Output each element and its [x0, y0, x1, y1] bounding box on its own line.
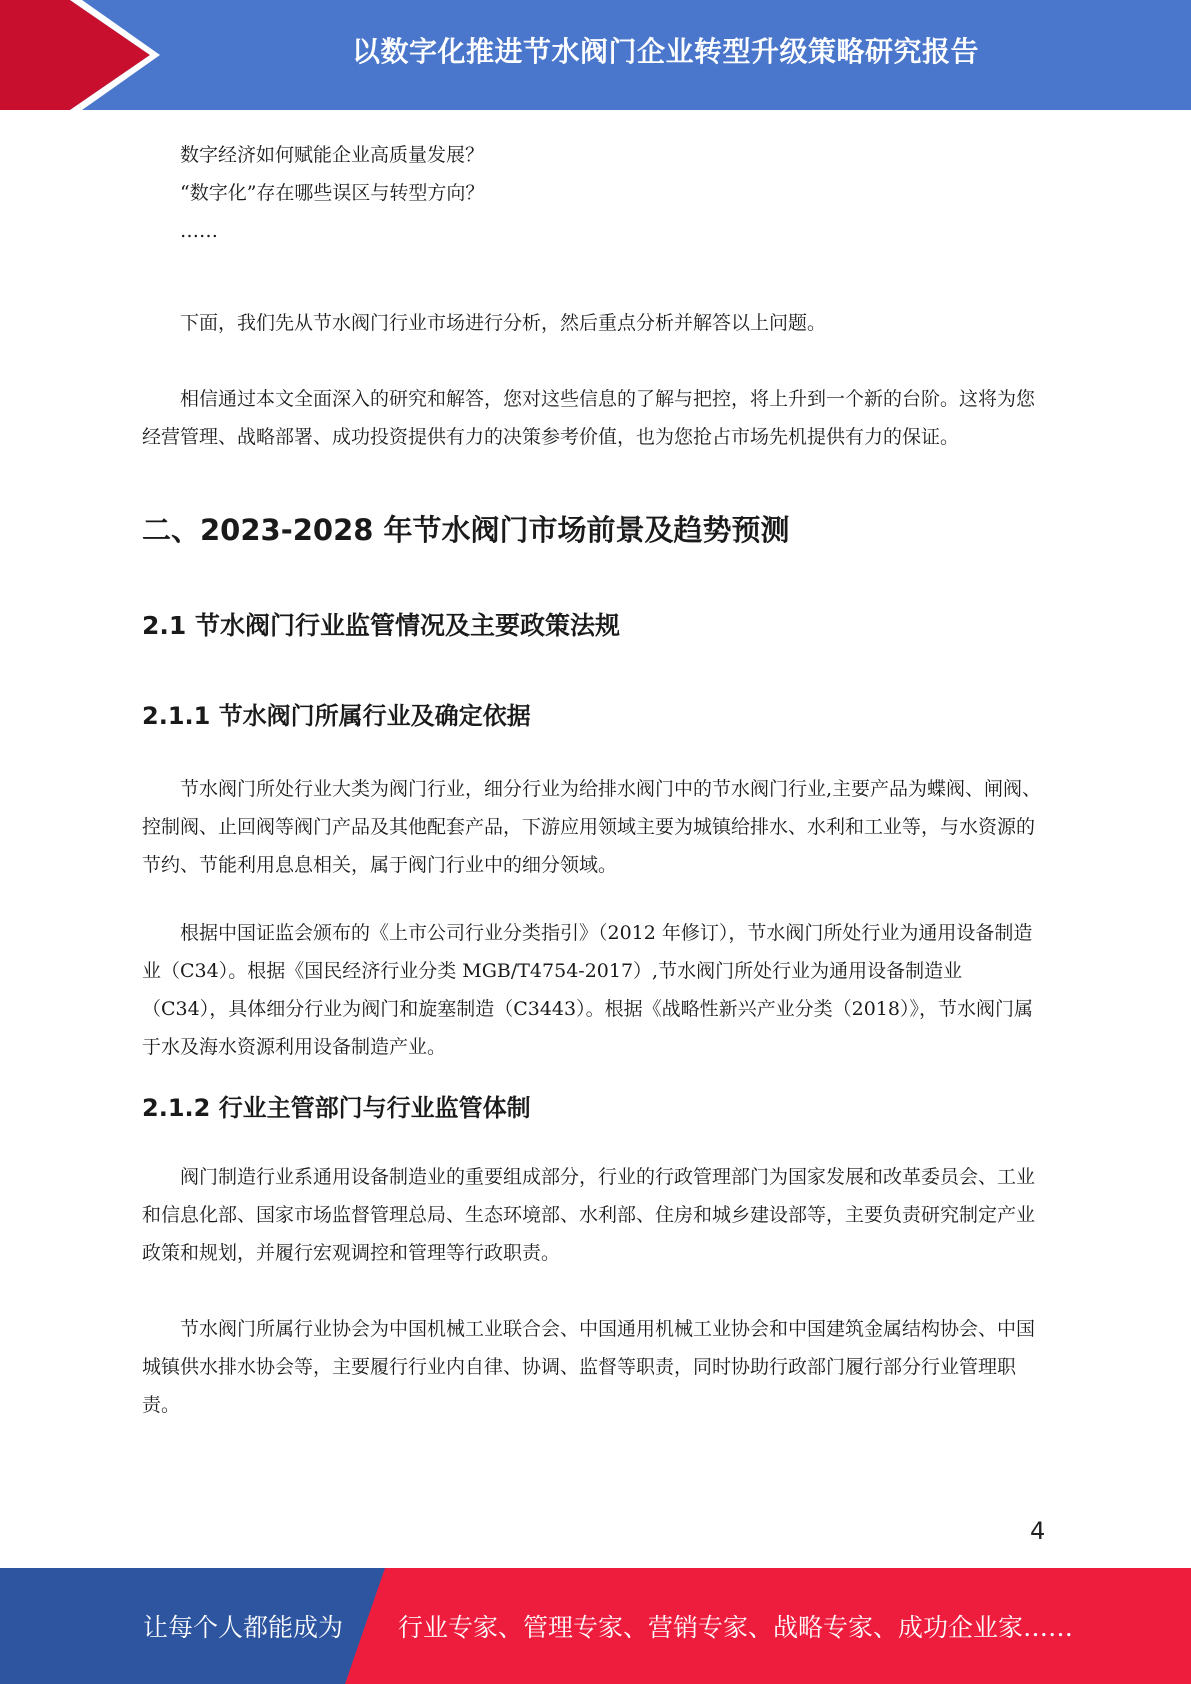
section-2-1-2-heading: 2.1.2 行业主管部门与行业监管体制: [142, 1094, 531, 1122]
intro-paragraph-2: 相信通过本文全面深入的研究和解答，您对这些信息的了解与把控，将上升到一个新的台阶。这将为您经营管理、战略部署、成功投资提供有力的决策参考价值，也为您抢占市场先机提供有力的保证。: [142, 388, 1036, 448]
section-2-1-heading: 2.1 节水阀门行业监管情况及主要政策法规: [142, 611, 620, 640]
intro-question-1: 数字经济如何赋能企业高质量发展？: [180, 144, 485, 166]
footer-slogan-left: 让每个人都能成为: [143, 1613, 344, 1642]
section-2-1-2-paragraph-2: 节水阀门所属行业协会为中国机械工业联合会、中国通用机械工业协会和中国建筑金属结构协会、中国城镇供水排水协会等，主要履行行业内自律、协调、监督等职责，同时协助行政部门履行部分行业管理职责。: [142, 1318, 1036, 1416]
section-2-1-2-paragraph-1: 阀门制造行业系通用设备制造业的重要组成部分，行业的行政管理部门为国家发展和改革委员会、工业和信息化部、国家市场监督管理总局、生态环境部、水利部、住房和城乡建设部等，主要负责研究制定产业政策和规划，并履行宏观调控和管理等行政职责。: [142, 1166, 1036, 1264]
intro-paragraph-1: 下面，我们先从节水阀门行业市场进行分析，然后重点分析并解答以上问题。: [180, 312, 827, 334]
intro-ellipsis: ……: [180, 220, 218, 242]
report-title: 以数字化推进节水阀门企业转型升级策略研究报告: [351, 35, 979, 68]
page-number: 4: [1030, 1517, 1046, 1545]
intro-question-2: “数字化”存在哪些误区与转型方向？: [180, 182, 485, 204]
section-2-heading: 二、2023-2028 年节水阀门市场前景及趋势预测: [142, 513, 790, 547]
footer-slogan-right: 行业专家、管理专家、营销专家、战略专家、成功企业家……: [398, 1613, 1074, 1642]
page-footer: [0, 1568, 1191, 1684]
section-2-1-1-paragraph-2: 根据中国证监会颁布的《上市公司行业分类指引》（2012 年修订），节水阀门所处行业为通用设备制造业（C34）。根据《国民经济行业分类 MGB/T4754-2017）,节水阀门所处行业为通用设备制造业（C34），具体细分行业为阀门和旋塞制造（C3443）。根据《战略性新兴产业分类（2018）》，节水阀门属于水及海水资源利用设备制造产业。: [142, 922, 1033, 1058]
section-2-1-1-paragraph-1: 节水阀门所处行业大类为阀门行业，细分行业为给排水阀门中的节水阀门行业,主要产品为蝶阀、闸阀、控制阀、止回阀等阀门产品及其他配套产品，下游应用领域主要为城镇给排水、水利和工业等，与水资源的节约、节能利用息息相关，属于阀门行业中的细分领域。: [142, 778, 1042, 876]
page-header: [0, 0, 1191, 110]
section-2-1-1-heading: 2.1.1 节水阀门所属行业及确定依据: [142, 702, 531, 730]
document-body: [142, 110, 1047, 1424]
